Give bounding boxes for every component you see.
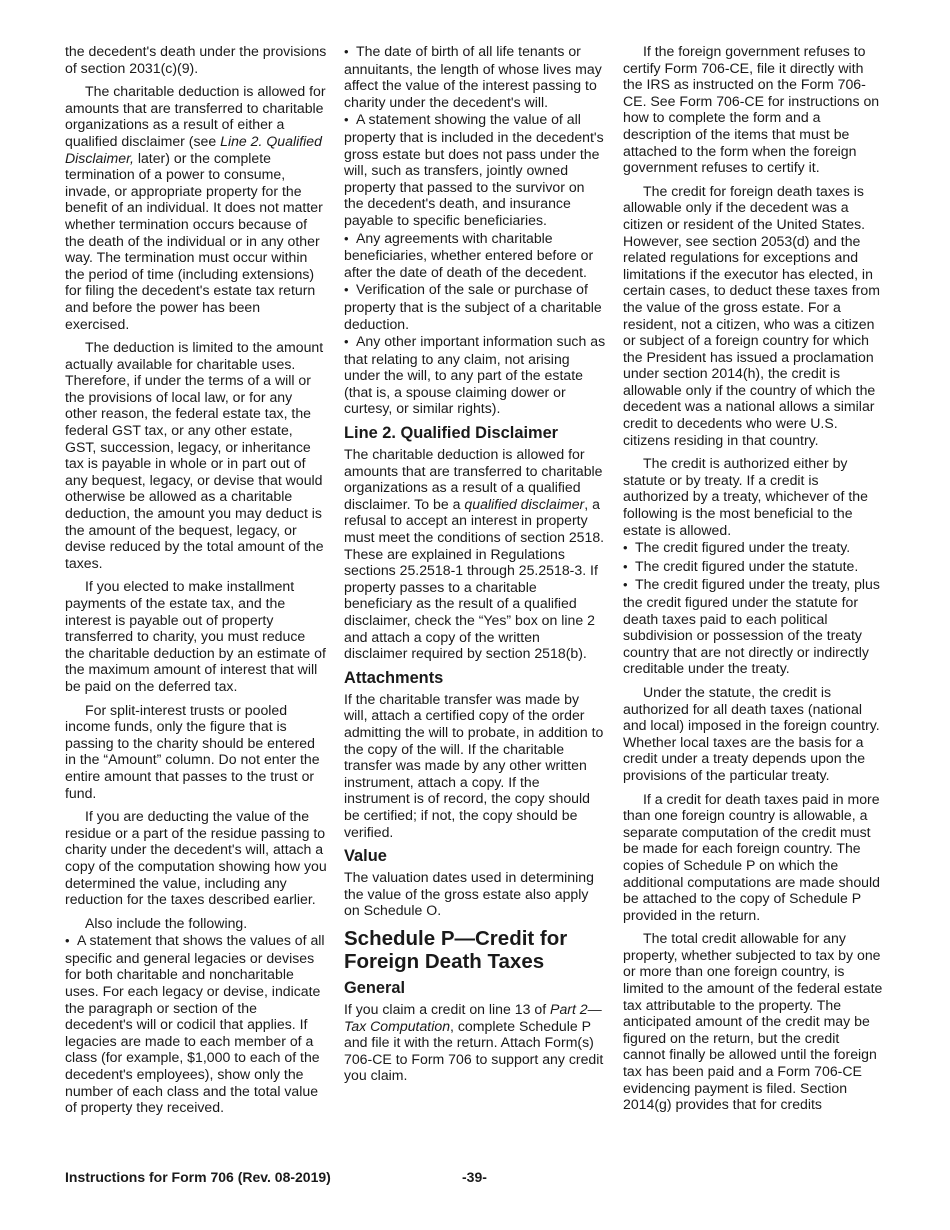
footer-form-title: Instructions for Form 706 (Rev. 08-2019)	[65, 1169, 331, 1185]
paragraph: The credit is authorized either by statute or by treaty. If a credit is authorized by a treaty, whichever of the following is the most beneficial to the estate is allowed.	[623, 455, 868, 538]
column-right	[623, 43, 885, 1120]
bullet-icon: •	[344, 112, 349, 128]
bullet-item: • A statement showing the value of all property that is included in the decedent's gross estate but does not pass under the will, such as transfers, jointly owned property that passed to the survivor on the decedent's death, and insurance payable to specific beneficiaries.	[344, 111, 604, 228]
bullet-item: • Verification of the sale or purchase of property that is the subject of a charitable deduction.	[344, 281, 602, 332]
bullet-icon: •	[344, 282, 349, 298]
bullet-item: • The credit figured under the treaty, plus the credit figured under the statute for death taxes paid to each political subdivision or possession of the treaty country that are not directly or indirectly creditable under the treaty.	[623, 576, 880, 677]
paragraph: The credit for foreign death taxes is allowable only if the decedent was a citizen or resident of the United States. However, see section 2053(d) and the related regulations for exceptions and limitations if the executor has elected, in certain cases, to deduct these taxes from the value of the gross estate. For a resident, not a citizen, who was a citizen or subject of a foreign country for which the President has issued a proclamation under section 2014(h), the credit is allowable only if the country of which the decedent was a national allows a similar credit to decedents who were U.S. citizens residing in that country.	[623, 182, 880, 448]
bullet-item: • Any other important information such as that relating to any claim, not arising under the will, to any part of the estate (that is, a spouse claiming dower or curtesy, or similar rights).	[344, 333, 606, 417]
section-heading-line-2: Line 2. Qualified Disclaimer	[344, 424, 559, 443]
column-left	[65, 43, 327, 1117]
paragraph: If you are deducting the value of the residue or a part of the residue passing to charity under the decedent's will, attach a copy of the computation showing how you determined the value, including any reduction for the taxes described earlier.	[65, 808, 327, 908]
paragraph: If the charitable transfer was made by will, attach a certified copy of the order admitting the will to probate, in addition to the copy of the will. If the charitable transfer was made by any other written instrument, attach a copy. If the instrument is of record, the copy should be certified; if not, the copy should be verified.	[344, 690, 604, 840]
paragraph: If the foreign government refuses to certify Form 706-CE, file it directly with the IRS as instructed on the Form 706-CE. See Form 706-CE for instructions on how to complete the form and a description of the items that must be attached to the form when the foreign government refuses to certify it.	[623, 43, 880, 176]
cross-reference: Line 2. Qualified Disclaimer,	[65, 132, 322, 166]
bullet-item: • The date of birth of all life tenants or annuitants, the length of whose lives may affect the value of the interest passing to charity under the decedent's will.	[344, 43, 602, 110]
bullet-item: • Any agreements with charitable beneficiaries, whether entered before or after the date of death of the decedent.	[344, 229, 594, 280]
section-heading-value: Value	[344, 847, 387, 866]
bullet-item: • The credit figured under the statute.	[623, 557, 859, 574]
bullet-icon: •	[344, 230, 349, 246]
bullet-item: • A statement that shows the values of all specific and general legacies or devises for both charitable and noncharitable uses. For each legacy or devise, indicate the paragraph or section of the decedent's will or codicil that applies. If legacies are made to each member of a class (for example, $1,000 to each of the decedent's employees), show only the number of each class and the total value of property they received.	[65, 932, 325, 1116]
bullet-icon: •	[344, 334, 349, 350]
section-heading-attachments: Attachments	[344, 668, 444, 687]
paragraph: If a credit for death taxes paid in more than one foreign country is allowable, a separate computation of the credit must be made for each foreign country. The copies of Schedule P on which the additional computations are made should be attached to the copy of Schedule P provided in the return.	[623, 790, 880, 923]
paragraph: The deduction is limited to the amount actually available for charitable uses. Therefore, if under the terms of a will or the provisions of local law, or for any other reason, the federal estate tax, the federal GST tax, or any other estate, GST, succession, legacy, or inheritance tax is payable in whole or in part out of any bequest, legacy, or devise that would otherwise be allowed as a charitable deduction, the amount you may deduct is the amount of the bequest, legacy, or devise reduced by the total amount of the taxes.	[65, 339, 324, 571]
page-number: -39-	[462, 1169, 487, 1185]
bullet-icon: •	[65, 933, 70, 949]
bullet-icon: •	[623, 558, 628, 574]
bullet-icon: •	[344, 44, 349, 59]
paragraph: Under the statute, the credit is authorized for all death taxes (national and local) imposed in the foreign country. Whether local taxes are the basis for a credit under a treaty depends upon the provisions of the particular treaty.	[623, 683, 880, 783]
defined-term: qualified disclaimer	[464, 495, 585, 512]
column-middle	[344, 43, 606, 1091]
cross-reference: Part 2—Tax Computation	[344, 1000, 602, 1034]
paragraph: If you elected to make installment payments of the estate tax, and the interest is payable out of property transferred to charity, you must reduce the charitable deduction by an estimate of the maximum amount of interest that will be paid on the deferred tax.	[65, 578, 326, 694]
paragraph: the decedent's death under the provisions of section 2031(c)(9).	[65, 43, 327, 76]
bullet-icon: •	[623, 540, 628, 556]
paragraph: The charitable deduction is allowed for amounts that are transferred to charitable organizations as a result of either a qualified disclaimer (see Line 2. Qualified Disclaimer, later) or the complete termination of a power to consume, invade, or appropriate property for the benefit of an individual. It does not matter whether termination occurs because of the death of the individual or in any other way. The termination must occur within the period of time (including extensions) for filing the decedent's estate tax return and before the power has been exercised.	[65, 83, 326, 332]
paragraph: For split-interest trusts or pooled income funds, only the figure that is passing to the charity should be entered in the “Amount” column. Do not enter the entire amount that passes to the trust or fund.	[65, 701, 320, 801]
paragraph: The charitable deduction is allowed for amounts that are transferred to charitable organizations as a result of a qualified disclaimer. To be a qualified disclaimer, a refusal to accept an interest in property must meet the conditions of section 2518. These are explained in Regulations sections 25.2518-1 through 25.2518-3. If property passes to a charitable beneficiary as the result of a qualified disclaimer, check the “Yes” box on line 2 and attach a copy of the written disclaimer required by section 2518(b).	[344, 446, 605, 662]
subsection-heading-general: General	[344, 978, 406, 997]
paragraph: If you claim a credit on line 13 of Part 2—Tax Computation, complete Schedule P and file it with the return. Attach Form(s) 706-CE to Form 706 to support any credit you claim.	[344, 1000, 604, 1084]
paragraph: The total credit allowable for any property, whether subjected to tax by one or more than one foreign country, is limited to the amount of the federal estate tax attributable to the property. The anticipated amount of the credit may be figured on the return, but the credit cannot finally be allowed until the foreign tax has been paid and a Form 706-CE evidencing payment is filed. Section 2014(g) provides that for credits	[623, 930, 883, 1113]
paragraph: Also include the following.	[85, 914, 248, 931]
bullet-icon: •	[623, 577, 628, 593]
bullet-item: • The credit figured under the treaty.	[623, 539, 851, 556]
schedule-heading: Schedule P—Credit for Foreign Death Taxes	[344, 926, 568, 973]
paragraph: The valuation dates used in determining the value of the gross estate also apply on Schedule O.	[344, 869, 594, 919]
